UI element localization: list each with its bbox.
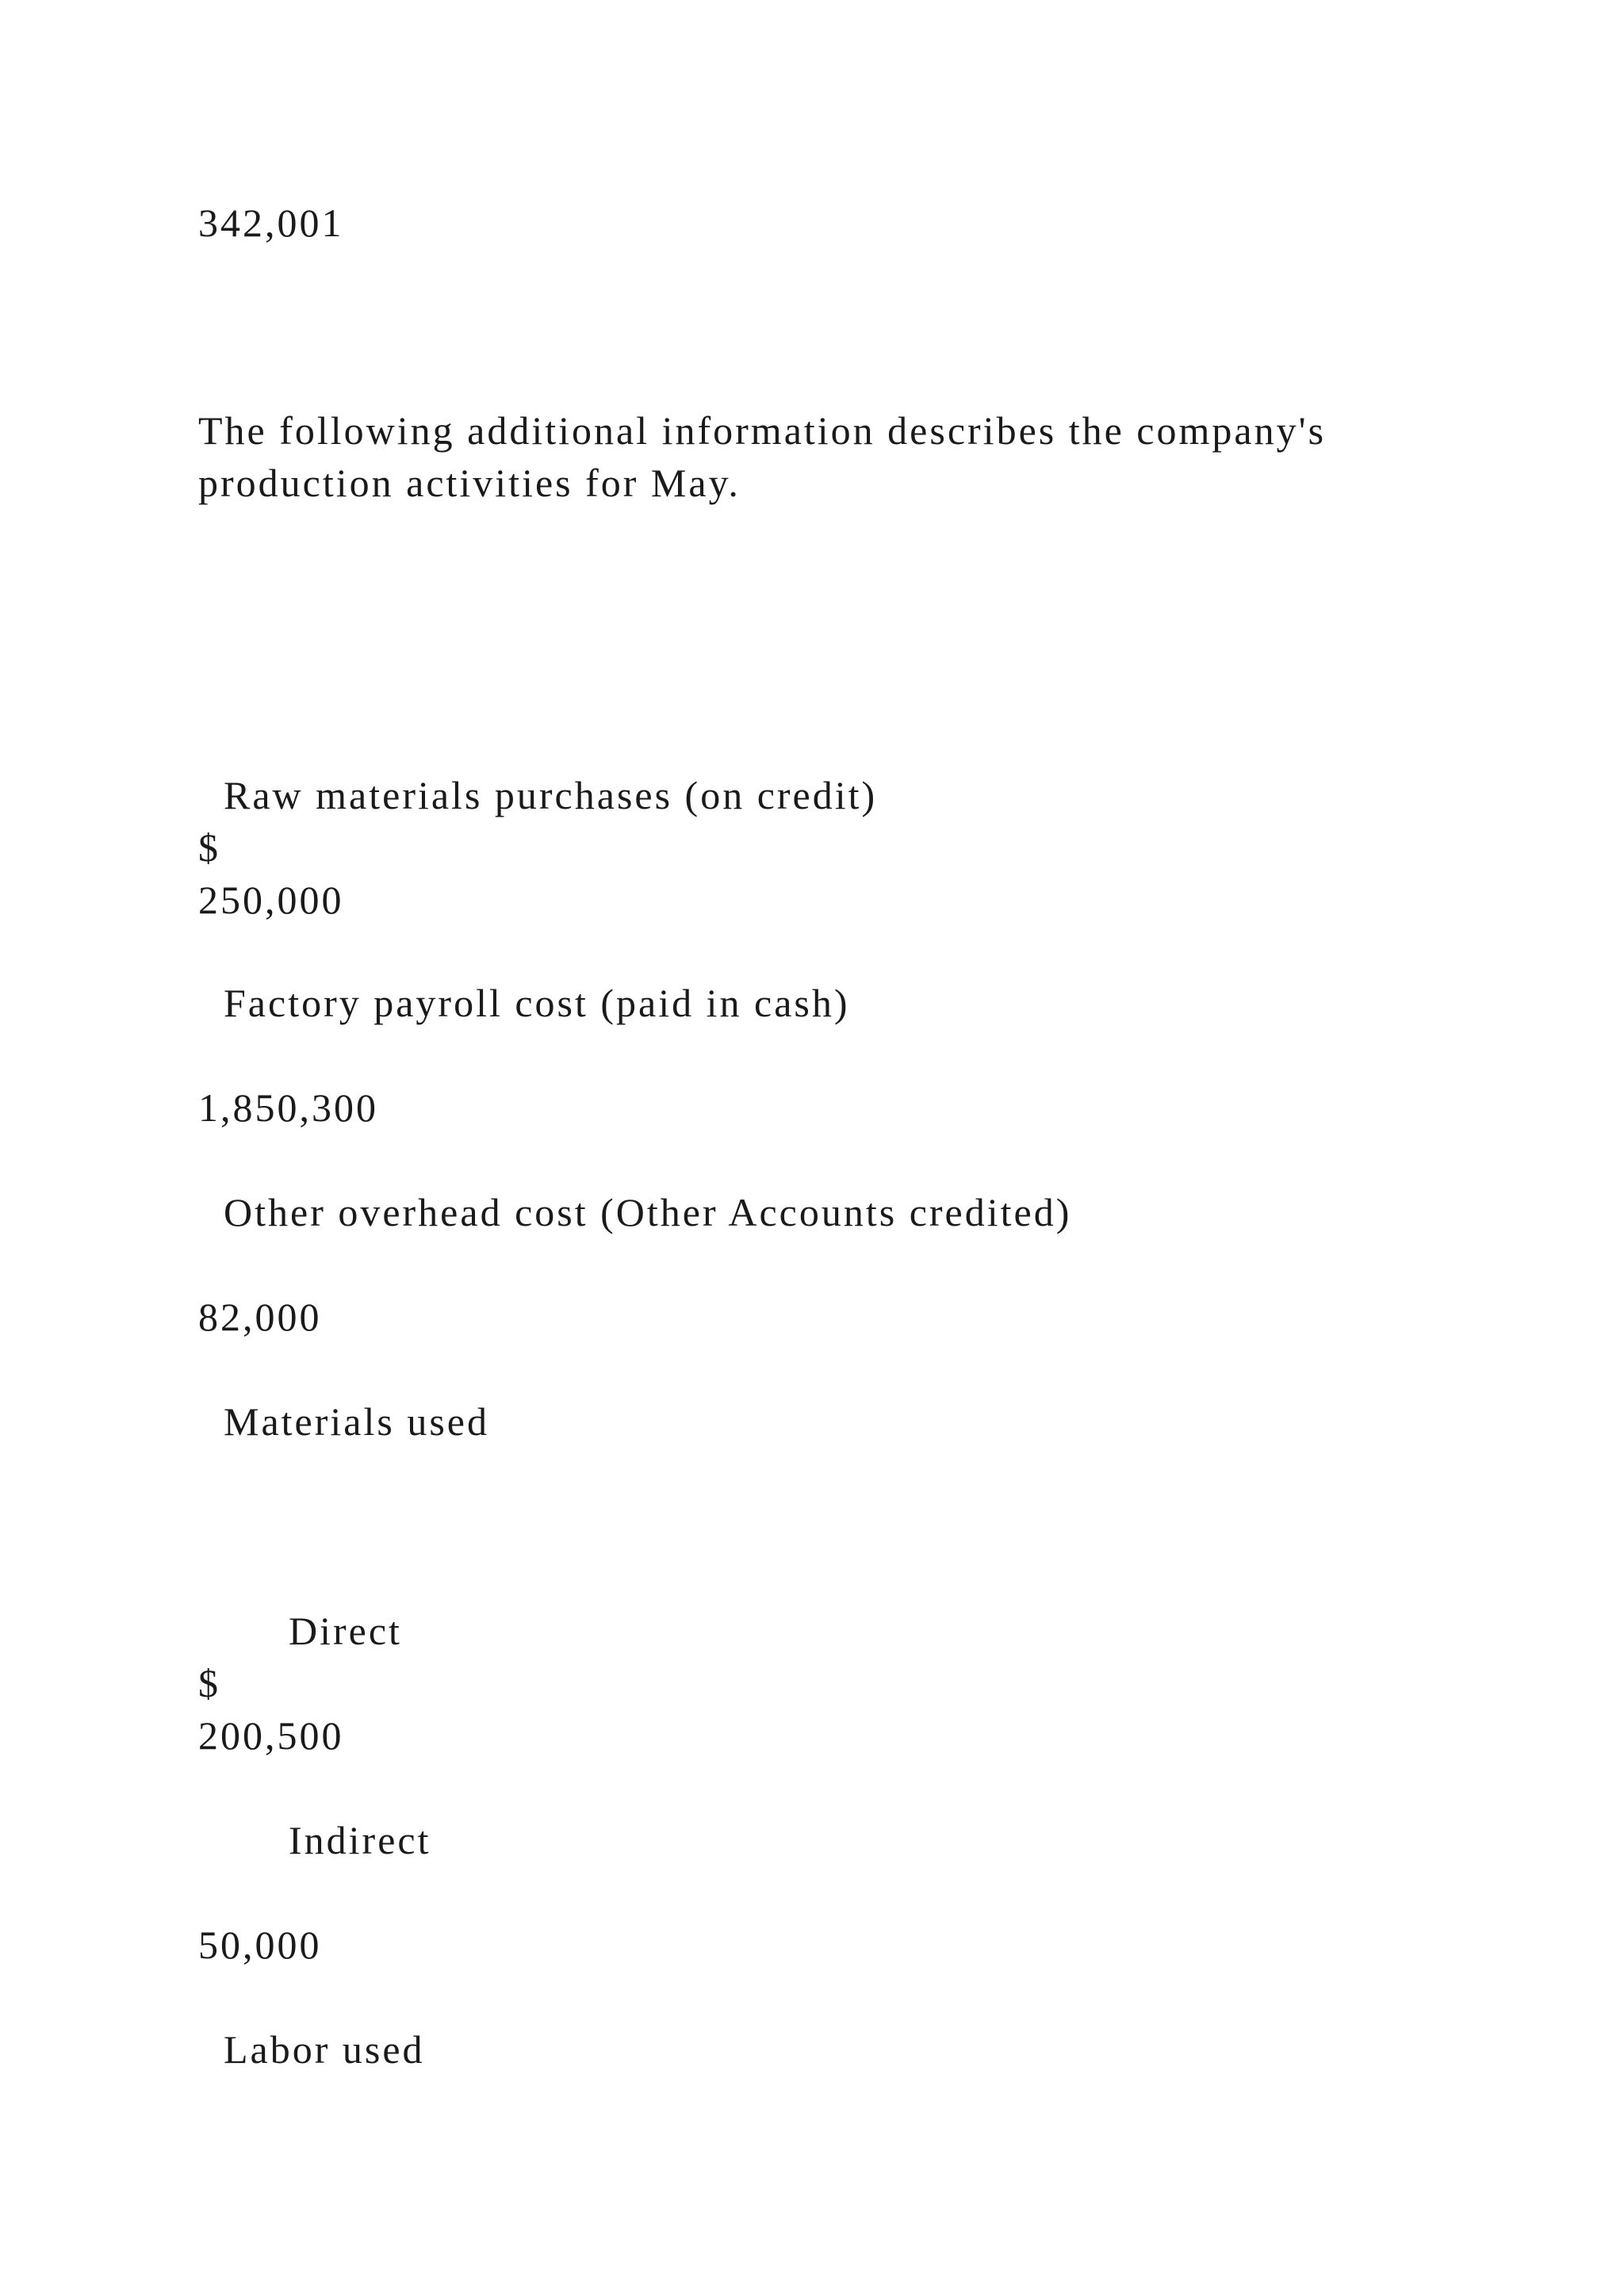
- value-raw-materials-purchases: 250,000: [198, 878, 344, 922]
- text-value-342001: 342,001: [198, 201, 344, 245]
- currency-symbol: $: [198, 825, 220, 870]
- value-direct-materials: 200,500: [198, 1713, 344, 1758]
- intro-text-line-1: The following additional information describes the company's: [198, 408, 1327, 453]
- value-factory-payroll-cost: 1,850,300: [198, 1085, 378, 1130]
- label-materials-used: Materials used: [224, 1399, 489, 1444]
- label-raw-materials-purchases: Raw materials purchases (on credit): [224, 773, 878, 817]
- value-other-overhead-cost: 82,000: [198, 1295, 322, 1339]
- label-labor-used: Labor used: [224, 2027, 425, 2072]
- label-direct-materials: Direct: [289, 1609, 402, 1653]
- value-indirect-materials: 50,000: [198, 1923, 322, 1967]
- label-other-overhead-cost: Other overhead cost (Other Accounts credited): [224, 1190, 1072, 1234]
- currency-symbol: $: [198, 1661, 220, 1705]
- intro-text-line-2: production activities for May.: [198, 461, 741, 505]
- label-factory-payroll-cost: Factory payroll cost (paid in cash): [224, 981, 850, 1025]
- label-indirect-materials: Indirect: [289, 1818, 431, 1862]
